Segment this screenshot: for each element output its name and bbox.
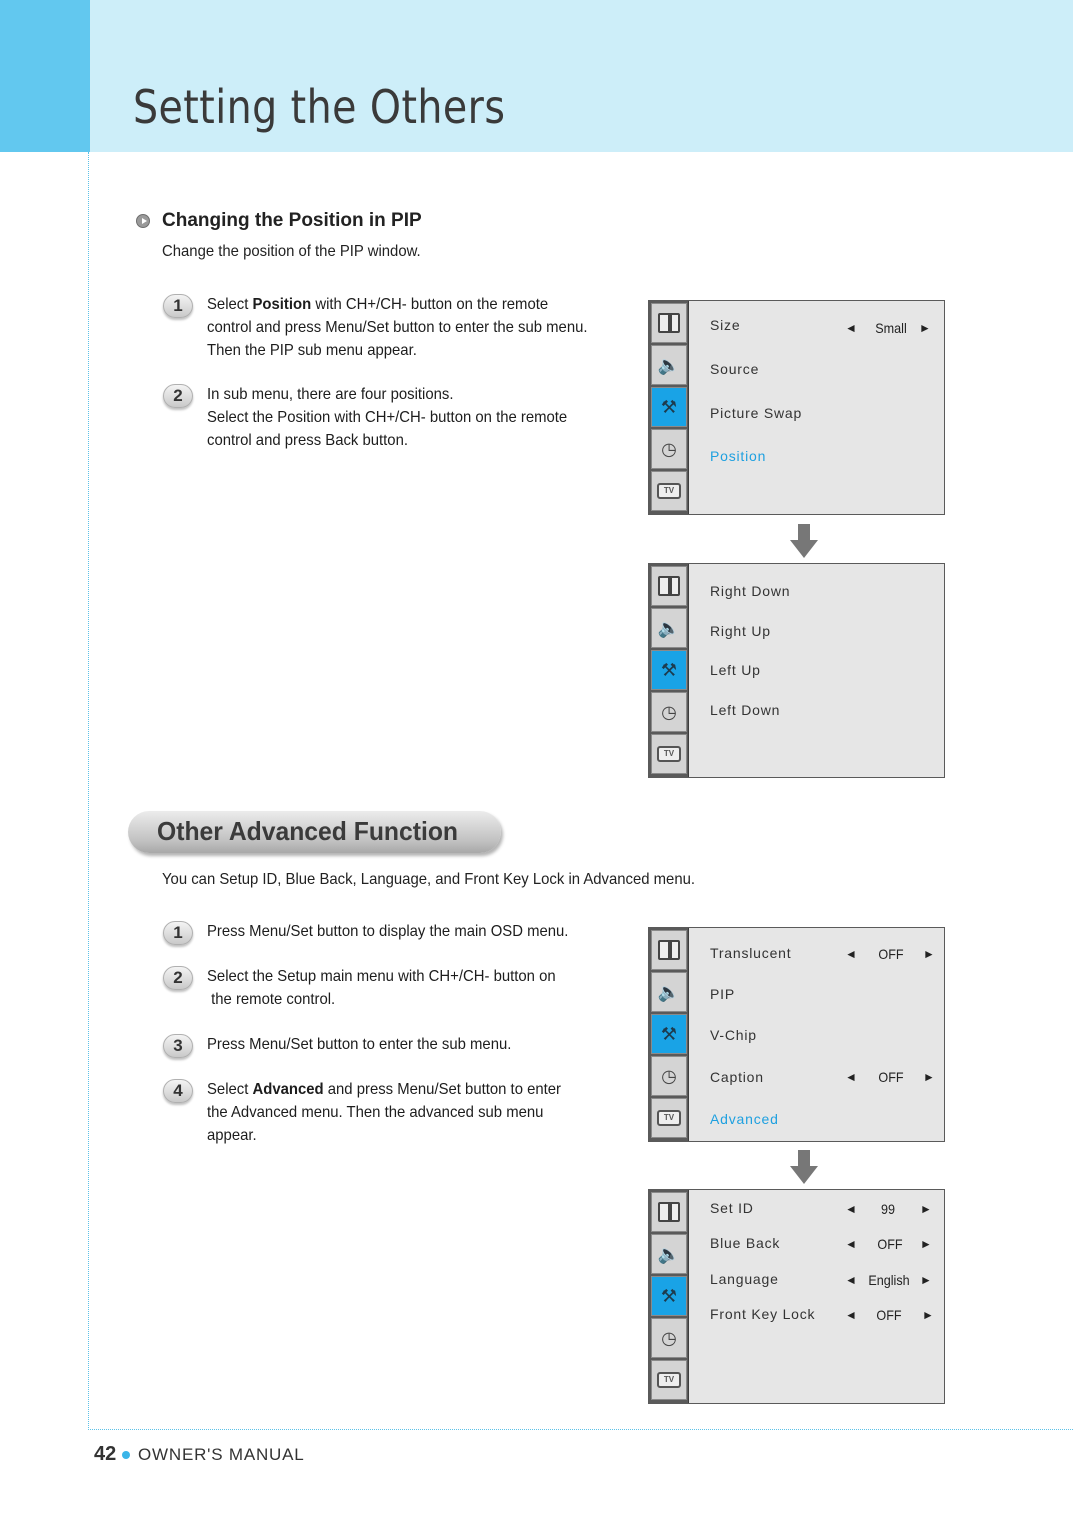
- step-line: [207, 1078, 561, 1101]
- sound-icon: 🔈: [651, 1234, 687, 1274]
- bottom-dotted-rule: [88, 1429, 1073, 1430]
- clock-icon: ◷: [651, 1318, 687, 1358]
- sound-icon: 🔈: [651, 608, 687, 648]
- setup-icon: ⚒: [651, 1014, 687, 1054]
- osd-value-caption: OFF: [878, 1069, 904, 1085]
- arrow-right-icon: ►: [923, 1070, 935, 1084]
- arrow-right-icon: ►: [919, 321, 931, 335]
- osd-item-language: Language: [710, 1271, 779, 1287]
- pip-step-1-number: 1: [163, 294, 193, 318]
- osd-pip-menu: [648, 300, 945, 515]
- arrow-right-icon: ►: [923, 947, 935, 961]
- osd-sidebar: [649, 564, 689, 777]
- arrow-left-icon: ◄: [845, 321, 857, 335]
- adv-step-2-number: 2: [163, 966, 193, 990]
- arrow-right-icon: ►: [920, 1237, 932, 1251]
- osd-item-right-up: Right Up: [710, 623, 771, 639]
- step-line: the remote control.: [207, 991, 336, 1008]
- osd-position-menu: [648, 563, 945, 778]
- step-line: control and press Menu/Set button to enter the sub menu.: [207, 319, 588, 336]
- arrow-right-icon: ►: [920, 1202, 932, 1216]
- tv-icon: TV: [651, 1098, 687, 1138]
- picture-icon: [651, 930, 687, 970]
- adv-step-1-number: 1: [163, 921, 193, 945]
- page-title: Setting the Others: [133, 80, 506, 134]
- osd-sidebar: [649, 1190, 689, 1403]
- advanced-section-description: You can Setup ID, Blue Back, Language, and Front Key Lock in Advanced menu.: [162, 871, 696, 888]
- osd-item-left-down: Left Down: [710, 702, 781, 718]
- osd-item-translucent: Translucent: [710, 945, 792, 961]
- header-tab: [0, 0, 90, 152]
- osd-value-set-id: 99: [880, 1201, 896, 1217]
- picture-icon: [651, 1192, 687, 1232]
- pip-step-1-text: [207, 293, 588, 362]
- footer-label: OWNER'S MANUAL: [138, 1445, 305, 1464]
- pip-step-2-number: 2: [163, 384, 193, 408]
- sound-icon: 🔈: [651, 345, 687, 385]
- osd-item-v-chip: V-Chip: [710, 1027, 757, 1043]
- osd-value-front-key-lock: OFF: [876, 1307, 902, 1323]
- step-line-text: with CH+/CH- button on the remote: [311, 296, 549, 313]
- left-dotted-rule: [88, 152, 89, 1430]
- osd-item-pip: PIP: [710, 986, 735, 1002]
- clock-icon: ◷: [651, 429, 687, 469]
- step-line: Select the Position with CH+/CH- button on the remote: [207, 409, 568, 426]
- adv-step-3-text: [207, 1033, 511, 1056]
- step-line: Press Menu/Set button to display the main OSD menu.: [207, 923, 569, 940]
- osd-value-size: Small: [875, 320, 907, 336]
- adv-step-4-number: 4: [163, 1079, 193, 1103]
- osd-item-blue-back: Blue Back: [710, 1235, 781, 1251]
- osd-item-left-up: Left Up: [710, 662, 761, 678]
- clock-icon: ◷: [651, 692, 687, 732]
- osd-advanced-menu: [648, 1189, 945, 1404]
- clock-icon: ◷: [651, 1056, 687, 1096]
- arrow-left-icon: ◄: [845, 1273, 857, 1287]
- osd-item-position: Position: [710, 448, 767, 464]
- arrow-left-icon: ◄: [845, 1070, 857, 1084]
- tv-icon: TV: [651, 471, 687, 511]
- arrow-left-icon: ◄: [845, 1202, 857, 1216]
- osd-item-front-key-lock: Front Key Lock: [710, 1306, 816, 1322]
- step-line: the Advanced menu. Then the advanced sub menu: [207, 1104, 544, 1121]
- picture-icon: [651, 303, 687, 343]
- step-line: Then the PIP sub menu appear.: [207, 342, 417, 359]
- pip-section-title: Changing the Position in PIP: [162, 210, 422, 231]
- step-line: Select the Setup main menu with CH+/CH- button on: [207, 968, 556, 985]
- osd-item-size: Size: [710, 317, 741, 333]
- pip-step-2-text: [207, 383, 567, 452]
- osd-item-right-down: Right Down: [710, 583, 791, 599]
- step-line-text: and press Menu/Set button to enter: [323, 1081, 562, 1098]
- step-line-text: Select: [207, 1081, 253, 1098]
- adv-step-4-text: [207, 1078, 561, 1147]
- osd-item-caption: Caption: [710, 1069, 764, 1085]
- osd-item-source: Source: [710, 361, 760, 377]
- adv-step-2-text: [207, 965, 556, 1011]
- picture-icon: [651, 566, 687, 606]
- osd-sidebar: [649, 928, 689, 1141]
- osd-item-advanced: Advanced: [710, 1111, 779, 1127]
- page-number: 42: [94, 1443, 117, 1465]
- setup-icon: ⚒: [651, 650, 687, 690]
- tv-icon: TV: [651, 734, 687, 774]
- osd-setup-menu: [648, 927, 945, 1142]
- osd-value-blue-back: OFF: [877, 1236, 903, 1252]
- arrow-right-icon: ►: [922, 1308, 934, 1322]
- step-line-bold: Position: [252, 296, 312, 313]
- play-bullet-icon: [136, 214, 150, 228]
- osd-item-picture-swap: Picture Swap: [710, 405, 803, 421]
- pip-section-heading: [136, 210, 422, 232]
- osd-sidebar: [649, 301, 689, 514]
- arrow-left-icon: ◄: [845, 947, 857, 961]
- sound-icon: 🔈: [651, 972, 687, 1012]
- arrow-left-icon: ◄: [845, 1237, 857, 1251]
- setup-icon: ⚒: [651, 387, 687, 427]
- footer-dot-icon: [122, 1451, 130, 1459]
- step-line: Press Menu/Set button to enter the sub menu.: [207, 1036, 512, 1053]
- osd-value-translucent: OFF: [878, 946, 904, 962]
- osd-value-language: English: [868, 1272, 910, 1288]
- step-line: control and press Back button.: [207, 432, 408, 449]
- advanced-section-title: Other Advanced Function: [157, 816, 459, 846]
- step-line: In sub menu, there are four positions.: [207, 386, 454, 403]
- down-arrow-icon: [790, 524, 818, 558]
- pip-section-description: Change the position of the PIP window.: [162, 243, 421, 260]
- step-line-text: Select: [207, 296, 253, 313]
- down-arrow-icon: [790, 1150, 818, 1184]
- step-line-bold: Advanced: [252, 1081, 324, 1098]
- osd-item-set-id: Set ID: [710, 1200, 754, 1216]
- arrow-right-icon: ►: [920, 1273, 932, 1287]
- arrow-left-icon: ◄: [845, 1308, 857, 1322]
- tv-icon: TV: [651, 1360, 687, 1400]
- step-line: appear.: [207, 1127, 257, 1144]
- adv-step-3-number: 3: [163, 1034, 193, 1058]
- adv-step-1-text: [207, 920, 568, 943]
- step-line: [207, 293, 588, 316]
- setup-icon: ⚒: [651, 1276, 687, 1316]
